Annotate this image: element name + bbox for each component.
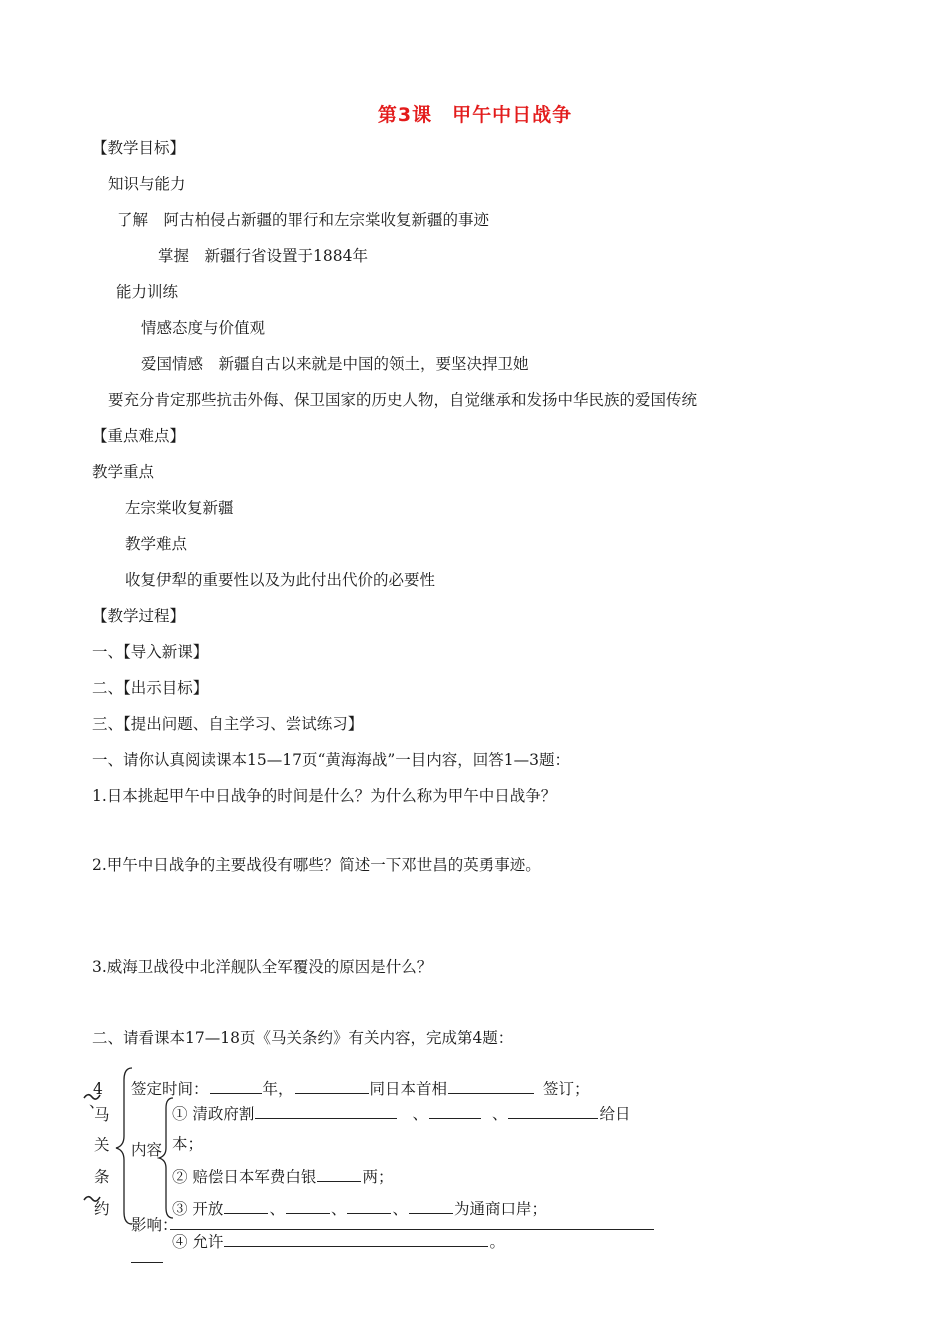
ceded-land-blank-2[interactable] (429, 1103, 481, 1119)
influence-answer-line[interactable] (170, 1229, 654, 1230)
influence-label: 影响： (131, 1216, 178, 1234)
key-heading: 【重点难点】 (92, 427, 186, 445)
port-blank-1[interactable] (224, 1198, 268, 1214)
treaty-label-char: 关 (94, 1136, 110, 1154)
sign-suffix: 签订； (543, 1080, 590, 1098)
master-line: 掌握 新疆行省设置于1884年 (158, 247, 368, 265)
item3-prefix: ③ 开放 (172, 1200, 224, 1218)
content-item-1 (172, 1103, 630, 1124)
sign-prefix: 签定时间： (131, 1080, 209, 1098)
affirm-line: 要充分肯定那些抗击外侮、保卫国家的历史人物，自觉继承和发扬中华民族的爱国传统 (108, 391, 698, 409)
question-2: 2.甲午中日战争的主要战役有哪些？简述一下邓世昌的英勇事迹。 (92, 856, 541, 874)
content-item-3 (172, 1198, 547, 1219)
page-title: 第3课 甲午中日战争 (377, 104, 573, 126)
item4-suffix: 。 (489, 1233, 505, 1251)
sign-date-blank[interactable] (210, 1078, 262, 1094)
content-item-2 (172, 1166, 393, 1187)
permit-blank[interactable] (224, 1231, 488, 1247)
item1-suffix: 给日 (599, 1105, 631, 1123)
indemnity-blank[interactable] (317, 1166, 361, 1182)
item1-prefix: ① 清政府割 (172, 1105, 255, 1123)
ceded-land-blank-3[interactable] (508, 1103, 598, 1119)
sign-with: 同日本首相 (369, 1080, 448, 1098)
sign-rep-blank[interactable] (295, 1078, 369, 1094)
ability-heading: 能力训练 (116, 283, 179, 301)
port-blank-2[interactable] (286, 1198, 330, 1214)
item3-sep: 、 (392, 1200, 408, 1218)
objectives-heading: 【教学目标】 (92, 139, 186, 157)
item2-prefix: ② 赔偿日本军费白银 (172, 1168, 317, 1186)
step-3: 三、【提出问题、自主学习、尝试练习】 (92, 715, 364, 733)
item3-suffix: 为通商口岸； (453, 1200, 547, 1218)
treaty-label-char: 、 (89, 1093, 105, 1111)
question-3: 3.威海卫战役中北洋舰队全军覆没的原因是什么？ (92, 958, 433, 976)
sign-year: 年， (262, 1080, 294, 1098)
teaching-difficulty: 教学难点 (125, 535, 188, 553)
treaty-label-char: 马 (94, 1106, 110, 1124)
item3-sep: 、 (330, 1200, 347, 1218)
treaty-label-char: 条 (94, 1168, 110, 1186)
sign-row (131, 1078, 590, 1099)
emotion-heading: 情感态度与价值观 (141, 319, 266, 337)
influence-answer-tail[interactable] (131, 1262, 163, 1263)
understand-line: 了解 阿古柏侵占新疆的罪行和左宗棠收复新疆的事迹 (117, 211, 490, 229)
item2-suffix: 两； (362, 1168, 394, 1186)
port-blank-4[interactable] (409, 1198, 453, 1214)
teaching-key: 教学重点 (92, 463, 155, 481)
step-1: 一、【导入新课】 (92, 643, 209, 661)
difficulty-item: 收复伊犁的重要性以及为此付出代价的必要性 (125, 571, 436, 589)
content-label: 内容 (131, 1141, 163, 1159)
japan-pm-blank[interactable] (448, 1078, 534, 1094)
content-item-4 (172, 1231, 505, 1252)
patriotism-line: 爱国情感 新疆自古以来就是中国的领土，要坚决捍卫她 (141, 355, 529, 373)
question-1: 1.日本挑起甲午中日战争的时间是什么？为什么称为甲午中日战争？ (92, 787, 557, 805)
tilde-marks (82, 1090, 102, 1210)
item1-sep-2: 、 (491, 1105, 508, 1123)
reading-instruction-1: 一、请你认真阅读课本15—17页“黄海海战”一目内容，回答1—3题： (92, 751, 571, 769)
process-heading: 【教学过程】 (92, 607, 186, 625)
treaty-label-char: 约 (94, 1200, 110, 1218)
content-item-1-wrap: 本； (172, 1135, 204, 1153)
item3-sep: 、 (269, 1200, 285, 1218)
step-2: 二、【出示目标】 (92, 679, 209, 697)
reading-instruction-2: 二、请看课本17—18页《马关条约》有关内容，完成第4题： (92, 1029, 514, 1047)
knowledge-heading: 知识与能力 (108, 175, 186, 193)
port-blank-3[interactable] (347, 1198, 391, 1214)
ceded-land-blank-1[interactable] (255, 1103, 397, 1119)
item1-sep-1: 、 (412, 1105, 428, 1123)
key-item: 左宗棠收复新疆 (125, 499, 234, 517)
treaty-label-char: 4 (93, 1080, 103, 1098)
item4-prefix: ④ 允许 (172, 1233, 224, 1251)
